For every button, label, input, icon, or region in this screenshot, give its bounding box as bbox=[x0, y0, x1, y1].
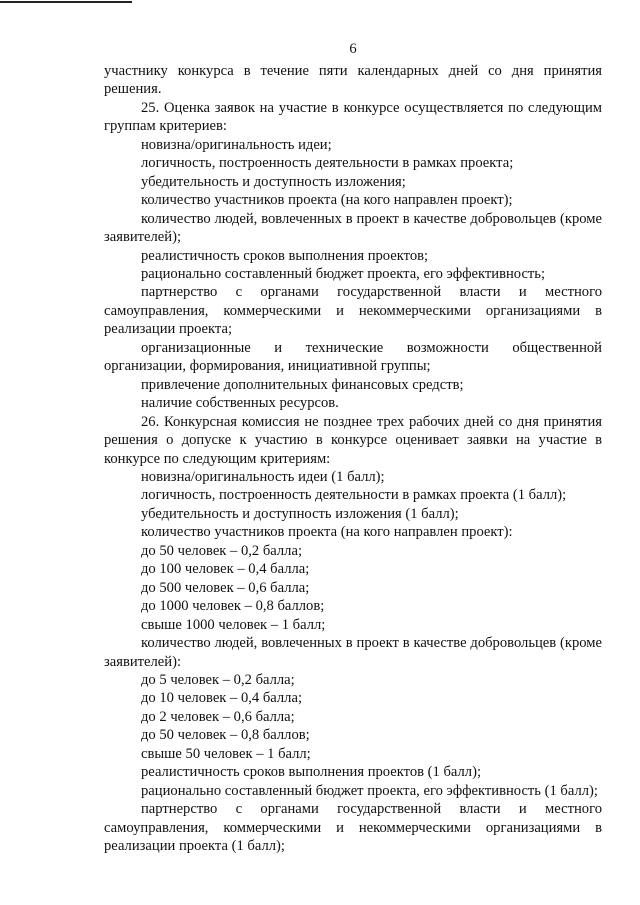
paragraph: партнерство с органами государственной власти и местного самоуправления, коммерческими и некоммерческими организациями в реализации проекта; bbox=[104, 284, 602, 338]
scan-edge-line bbox=[0, 1, 132, 3]
paragraph: партнерство с органами государственной власти и местного самоуправления, коммерческими и некоммерческими организациями в реализации проекта (1 балл); bbox=[104, 801, 602, 855]
paragraph: рационально составленный бюджет проекта, его эффективность; bbox=[141, 265, 546, 282]
paragraph: количество людей, вовлеченных в проект в качестве добровольцев (кроме заявителей): bbox=[104, 635, 602, 670]
paragraph: свыше 50 человек – 1 балл; bbox=[141, 745, 311, 762]
paragraph: новизна/оригинальность идеи (1 балл); bbox=[141, 468, 385, 485]
paragraph: до 50 человек – 0,2 балла; bbox=[141, 542, 302, 559]
paragraph: до 2 человек – 0,6 балла; bbox=[141, 708, 295, 725]
paragraph: наличие собственных ресурсов. bbox=[141, 395, 339, 412]
paragraph: организационные и технические возможности общественной организации, формирования, инициативной группы; bbox=[104, 339, 602, 375]
paragraph: количество участников проекта (на кого направлен проект); bbox=[141, 192, 513, 209]
paragraph: до 50 человек – 0,8 баллов; bbox=[141, 727, 310, 744]
paragraph: до 1000 человек – 0,8 баллов; bbox=[141, 598, 325, 615]
document-page bbox=[104, 40, 602, 855]
paragraph: привлечение дополнительных финансовых средств; bbox=[141, 376, 464, 393]
paragraph: новизна/оригинальность идеи; bbox=[141, 136, 332, 153]
paragraph: до 500 человек – 0,6 балла; bbox=[141, 579, 310, 596]
paragraph: 26. Конкурсная комиссия не позднее трех рабочих дней со дня принятия решения о допуске к участию в конкурсе оценивает заявки на участие в конкурсе по следующим критериям: bbox=[104, 413, 602, 467]
paragraph: реалистичность сроков выполнения проектов; bbox=[141, 247, 429, 264]
paragraph: количество людей, вовлеченных в проект в качестве добровольцев (кроме заявителей); bbox=[104, 210, 602, 246]
paragraph: убедительность и доступность изложения (1 балл); bbox=[141, 505, 459, 522]
paragraph: логичность, построенность деятельности в рамках проекта (1 балл); bbox=[141, 487, 567, 504]
paragraph: до 10 человек – 0,4 балла; bbox=[141, 690, 302, 707]
paragraph: 25. Оценка заявок на участие в конкурсе осуществляется по следующим группам критериев: bbox=[104, 99, 602, 135]
paragraph: до 5 человек – 0,2 балла; bbox=[141, 671, 295, 688]
page-number: 6 bbox=[349, 41, 357, 57]
paragraph: количество участников проекта (на кого направлен проект): bbox=[141, 524, 513, 541]
paragraph: рационально составленный бюджет проекта, его эффективность (1 балл); bbox=[141, 782, 598, 799]
paragraph: реалистичность сроков выполнения проектов (1 балл); bbox=[141, 764, 481, 781]
paragraph: до 100 человек – 0,4 балла; bbox=[141, 561, 310, 578]
paragraph: свыше 1000 человек – 1 балл; bbox=[141, 616, 326, 633]
paragraph: убедительность и доступность изложения; bbox=[141, 173, 406, 190]
paragraph: логичность, построенность деятельности в рамках проекта; bbox=[141, 155, 514, 172]
paragraph: участнику конкурса в течение пяти календарных дней со дня принятия решения. bbox=[104, 63, 602, 98]
document-body bbox=[104, 62, 602, 855]
